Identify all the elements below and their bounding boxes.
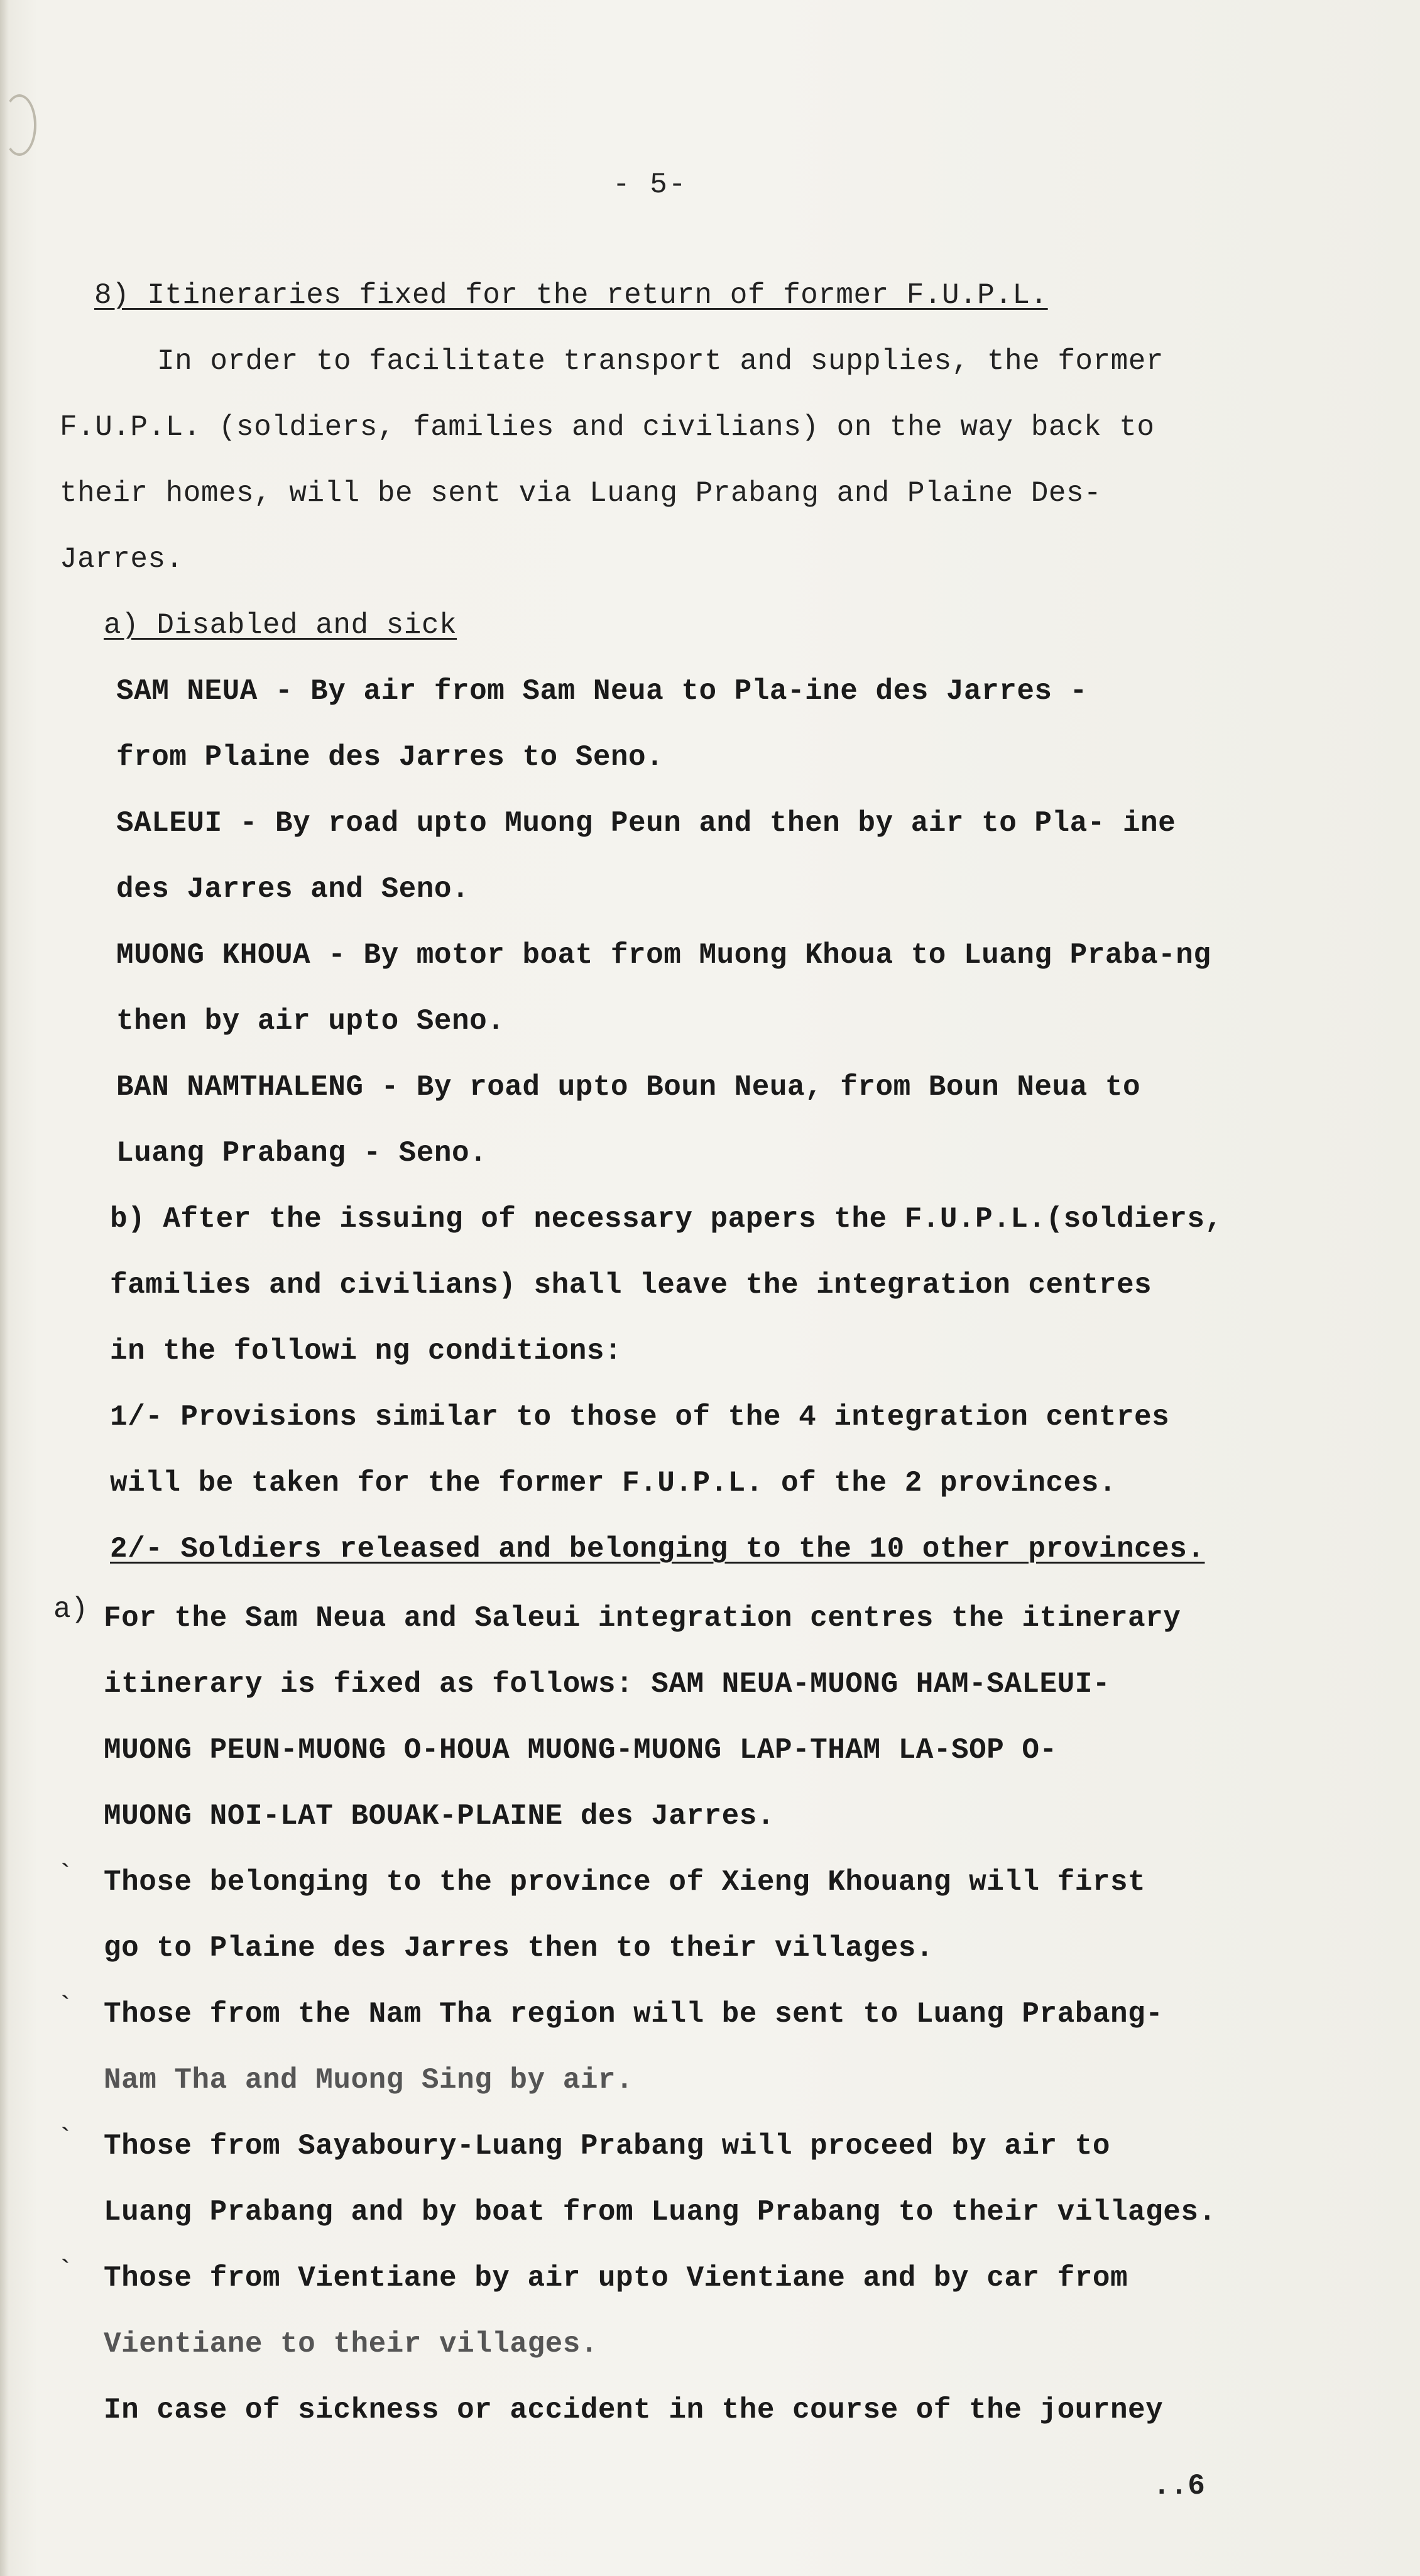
closing-line: In case of sickness or accident in the course of the journey bbox=[104, 2394, 1164, 2426]
intro-line-4: Jarres. bbox=[60, 543, 183, 576]
itinerary-route-line: For the Sam Neua and Saleui integration centres the itinerary bbox=[104, 1602, 1181, 1635]
itinerary-line: BAN NAMTHALENG - By road upto Boun Neua, from Boun Neua to bbox=[116, 1071, 1141, 1104]
itinerary-line: Luang Prabang - Seno. bbox=[116, 1137, 488, 1170]
bullet-line: Nam Tha and Muong Sing by air. bbox=[104, 2064, 634, 2096]
bullet-line: Those from Vientiane by air upto Vientiane and by car from bbox=[104, 2262, 1128, 2294]
bullet-line: Those belonging to the province of Xieng Khouang will first bbox=[104, 1866, 1146, 1899]
point-2-heading: 2/- Soldiers released and belonging to the 10 other provinces. bbox=[110, 1533, 1205, 1565]
bullet-line: Vientiane to their villages. bbox=[104, 2328, 598, 2360]
bullet-line: Those from Sayaboury-Luang Prabang will proceed by air to bbox=[104, 2130, 1110, 2162]
continuation-marker: ..6 bbox=[1153, 2470, 1205, 2502]
page-number: - 5- bbox=[613, 168, 687, 201]
subsection-a-heading: a) Disabled and sick bbox=[104, 609, 457, 642]
itinerary-line: MUONG KHOUA - By motor boat from Muong Khoua to Luang Praba-ng bbox=[116, 939, 1211, 972]
bullet-mark: ` bbox=[57, 1860, 74, 1893]
spine-shadow bbox=[0, 0, 9, 2576]
itinerary-marker: a) bbox=[53, 1593, 89, 1626]
intro-line-2: F.U.P.L. (soldiers, families and civilians) on the way back to bbox=[60, 411, 1155, 444]
itinerary-line: then by air upto Seno. bbox=[116, 1005, 505, 1038]
subsection-b-line: 1/- Provisions similar to those of the 4 integration centres bbox=[110, 1401, 1170, 1433]
itinerary-route-line: MUONG PEUN-MUONG O-HOUA MUONG-MUONG LAP-THAM LA-SOP O- bbox=[104, 1734, 1057, 1767]
bullet-line: Those from the Nam Tha region will be sent to Luang Prabang- bbox=[104, 1998, 1164, 2031]
bullet-line: go to Plaine des Jarres then to their villages. bbox=[104, 1932, 934, 1965]
subsection-b-line: families and civilians) shall leave the integration centres bbox=[110, 1269, 1152, 1302]
intro-line-1: In order to facilitate transport and supplies, the former bbox=[157, 345, 1164, 378]
binder-hole-mark bbox=[3, 94, 36, 156]
itinerary-route-line: MUONG NOI-LAT BOUAK-PLAINE des Jarres. bbox=[104, 1800, 775, 1833]
intro-line-3: their homes, will be sent via Luang Prabang and Plaine Des- bbox=[60, 477, 1102, 510]
subsection-b-line: b) After the issuing of necessary papers the F.U.P.L.(soldiers, bbox=[110, 1203, 1223, 1236]
itinerary-line: SALEUI - By road upto Muong Peun and then by air to Pla- ine bbox=[116, 807, 1176, 840]
subsection-b-line: will be taken for the former F.U.P.L. of the 2 provinces. bbox=[110, 1467, 1117, 1499]
itinerary-route-line: itinerary is fixed as follows: SAM NEUA-MUONG HAM-SALEUI- bbox=[104, 1668, 1110, 1701]
subsection-b-line: in the followi ng conditions: bbox=[110, 1335, 623, 1367]
section-heading: 8) Itineraries fixed for the return of former F.U.P.L. bbox=[94, 279, 1048, 312]
itinerary-line: from Plaine des Jarres to Seno. bbox=[116, 741, 664, 774]
bullet-mark: ` bbox=[57, 1992, 74, 2025]
itinerary-line: des Jarres and Seno. bbox=[116, 873, 470, 906]
bullet-mark: ` bbox=[57, 2124, 74, 2157]
itinerary-line: SAM NEUA - By air from Sam Neua to Pla-ine des Jarres - bbox=[116, 675, 1088, 708]
bullet-mark: ` bbox=[57, 2256, 74, 2289]
bullet-line: Luang Prabang and by boat from Luang Prabang to their villages. bbox=[104, 2196, 1216, 2228]
